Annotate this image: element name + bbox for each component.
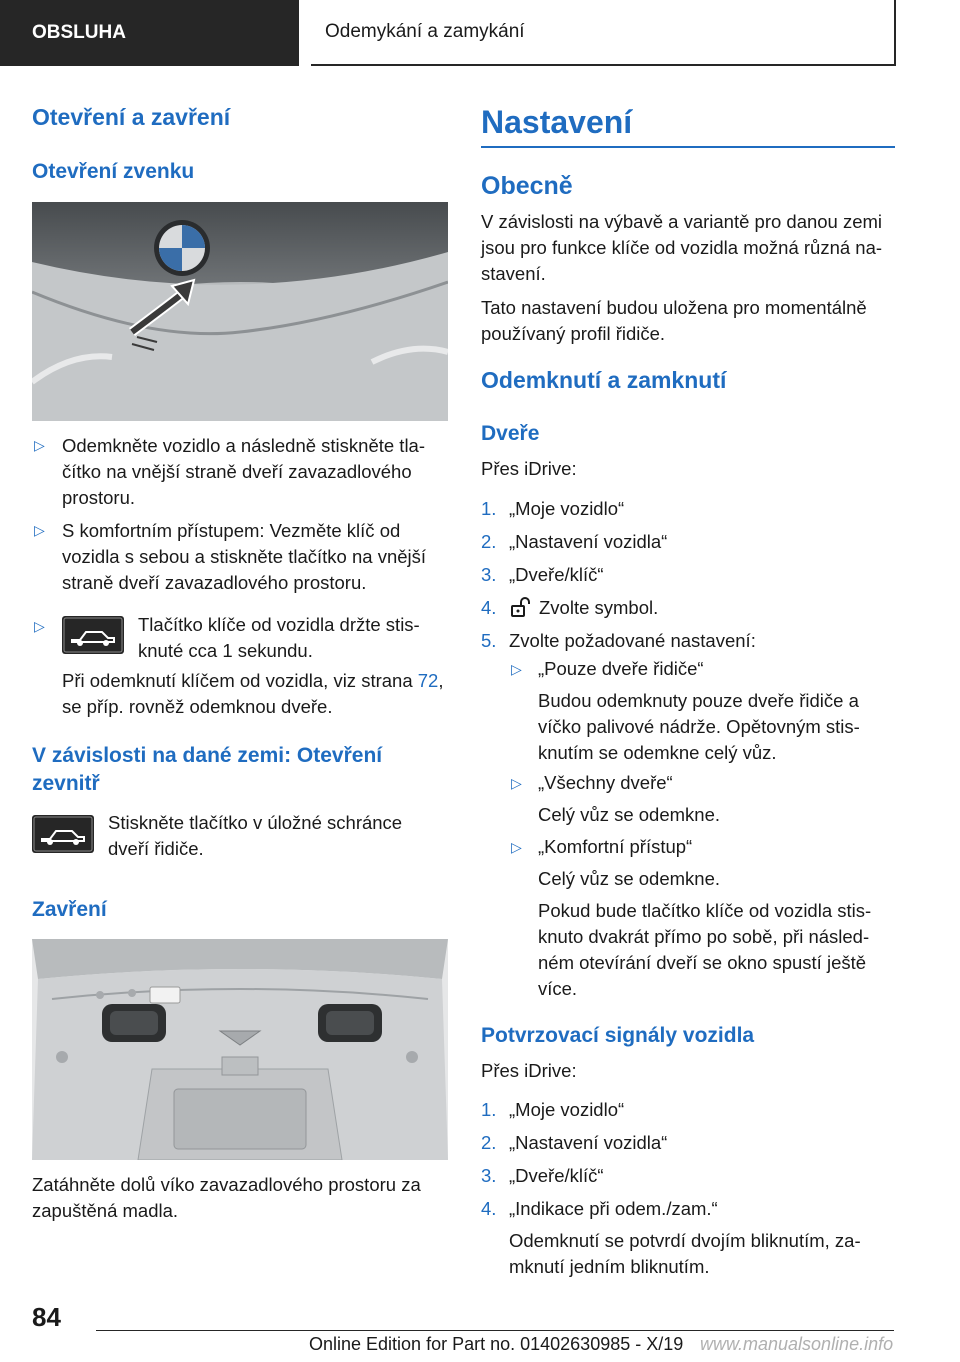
section-label: OBSLUHA bbox=[32, 22, 126, 43]
option-title: „Komfortní přístup“ bbox=[538, 836, 693, 857]
general-text bbox=[481, 209, 895, 347]
text-line bbox=[62, 668, 448, 694]
list-item bbox=[481, 1196, 895, 1229]
text-line: víčko palivové nádrže. Opětovným stis‐ bbox=[538, 716, 860, 737]
right-title: Nastavení bbox=[481, 104, 633, 140]
close-text bbox=[32, 1172, 448, 1224]
section-tab bbox=[0, 0, 299, 66]
list-item bbox=[481, 529, 895, 562]
text-line: vozidla s sebou a stiskněte tlačítko na vnější bbox=[62, 546, 427, 567]
chapter-label: Odemykání a zamykání bbox=[325, 21, 525, 42]
text-line: Odemknutí se potvrdí dvojím bliknutím, za‐ bbox=[509, 1230, 861, 1251]
bullet-hold-key-note bbox=[62, 668, 448, 720]
list-item bbox=[481, 1097, 895, 1130]
list-settings-doors bbox=[481, 496, 895, 661]
car-key-trunk-icon bbox=[62, 616, 124, 654]
via-idrive-1: Přes iDrive: bbox=[481, 458, 577, 479]
lock-open-icon bbox=[509, 596, 531, 625]
bmw-logo-icon bbox=[154, 220, 210, 276]
triangle-bullet-icon: ▷ bbox=[511, 775, 522, 791]
text-line: Tlačítko klíče od vozidla držte stis‐ bbox=[138, 614, 420, 635]
text-line: Odemkněte vozidlo a následně stiskněte tla‐ bbox=[62, 435, 426, 456]
list-text: „Dveře/klíč“ bbox=[509, 1165, 604, 1186]
triangle-bullet-icon: ▷ bbox=[34, 437, 45, 453]
text-line: stavení. bbox=[481, 263, 546, 284]
triangle-bullet-icon: ▷ bbox=[34, 618, 45, 634]
car-key-trunk-icon bbox=[32, 815, 94, 853]
country-text bbox=[108, 810, 448, 862]
list-confirm-signals bbox=[481, 1097, 895, 1229]
option-comfort-access bbox=[538, 834, 895, 1002]
list-item bbox=[481, 562, 895, 595]
page-link[interactable]: 72 bbox=[417, 670, 439, 691]
list-number: 3. bbox=[481, 564, 497, 585]
option-all-doors bbox=[538, 770, 895, 828]
text-line: Celý vůz se odemkne. bbox=[538, 868, 721, 889]
list-number: 2. bbox=[481, 1132, 497, 1153]
text-line: knutím se odemkne celý vůz. bbox=[538, 742, 777, 763]
edition-note: Online Edition for Part no. 01402630985 - X/19 bbox=[309, 1334, 684, 1354]
text-line: Budou odemknuty pouze dveře řidiče a bbox=[538, 690, 859, 711]
text-line: Celý vůz se odemkne. bbox=[538, 804, 721, 825]
list-text: Zvolte požadované nastavení: bbox=[509, 630, 756, 651]
confirm-text bbox=[509, 1228, 895, 1280]
text-run: Při odemknutí klíčem od vozidla, viz strana bbox=[62, 670, 418, 691]
option-driver-door bbox=[538, 656, 895, 766]
text-line: se příp. rovněž odemknou dveře. bbox=[62, 696, 333, 717]
text-line: Stiskněte tlačítko v úložné schránce bbox=[108, 812, 403, 833]
open-outside-heading: Otevření zvenku bbox=[32, 160, 195, 183]
list-text: „Moje vozidlo“ bbox=[509, 498, 625, 519]
page-number: 84 bbox=[32, 1302, 61, 1332]
chapter-tab bbox=[311, 0, 896, 66]
text-line: dveří řidiče. bbox=[108, 838, 204, 859]
list-text: „Dveře/klíč“ bbox=[509, 564, 604, 585]
list-item bbox=[481, 1163, 895, 1196]
text-line: Tato nastavení budou uložena pro momentálně bbox=[481, 297, 867, 318]
list-number: 3. bbox=[481, 1165, 497, 1186]
text-line: straně dveří zavazadlového prostoru. bbox=[62, 572, 367, 593]
list-text: „Moje vozidlo“ bbox=[509, 1099, 625, 1120]
text-line: jsou pro funkce klíče od vozidla možná různá na‐ bbox=[481, 237, 883, 258]
text-line: používaný profil řidiče. bbox=[481, 323, 666, 344]
list-text: „Nastavení vozidla“ bbox=[509, 1132, 668, 1153]
trunk-exterior-photo bbox=[32, 202, 448, 421]
via-idrive-2: Přes iDrive: bbox=[481, 1060, 577, 1081]
general-heading: Obecně bbox=[481, 172, 573, 200]
triangle-bullet-icon: ▷ bbox=[511, 839, 522, 855]
watermark: www.manualsonline.info bbox=[700, 1334, 894, 1354]
list-item bbox=[481, 1130, 895, 1163]
text-line: čítko na vnější straně dveří zavazadlového bbox=[62, 461, 412, 482]
triangle-bullet-icon: ▷ bbox=[34, 522, 45, 538]
text-line: prostoru. bbox=[62, 487, 136, 508]
doors-heading: Dveře bbox=[481, 422, 540, 445]
bullet-comfort bbox=[62, 518, 448, 596]
list-number: 5. bbox=[481, 630, 497, 651]
text-line: Zatáhněte dolů víko zavazadlového prostoru za bbox=[32, 1174, 421, 1195]
confirm-heading: Potvrzovací signály vozidla bbox=[481, 1024, 755, 1047]
list-number: 1. bbox=[481, 1099, 497, 1120]
list-item bbox=[481, 496, 895, 529]
text-line: S komfortním přístupem: Vezměte klíč od bbox=[62, 520, 401, 541]
text-line: více. bbox=[538, 978, 578, 999]
option-title: „Pouze dveře řidiče“ bbox=[538, 658, 704, 679]
list-text: „Nastavení vozidla“ bbox=[509, 531, 668, 552]
list-number: 2. bbox=[481, 531, 497, 552]
list-number: 4. bbox=[481, 597, 497, 618]
text-line: zapuštěná madla. bbox=[32, 1200, 179, 1221]
left-title: Otevření a zavření bbox=[32, 104, 231, 130]
footer-rule bbox=[96, 1330, 894, 1331]
heading-line: zevnitř bbox=[32, 772, 100, 795]
country-heading bbox=[32, 742, 448, 798]
triangle-bullet-icon: ▷ bbox=[511, 661, 522, 677]
list-number: 4. bbox=[481, 1198, 497, 1219]
bullet-hold-key bbox=[138, 612, 448, 664]
heading-line: V závislosti na dané zemi: Otevření bbox=[32, 744, 383, 767]
text-line: Pokud bude tlačítko klíče od vozidla stis‐ bbox=[538, 900, 872, 921]
unlock-heading: Odemknutí a zamknutí bbox=[481, 367, 727, 393]
close-heading: Zavření bbox=[32, 898, 107, 921]
list-text: Zvolte symbol. bbox=[539, 597, 659, 618]
text-run: , bbox=[438, 670, 444, 691]
text-line: ném otevírání dveří se okno spustí ještě bbox=[538, 952, 867, 973]
list-text: „Indikace při odem./zam.“ bbox=[509, 1198, 718, 1219]
text-line: V závislosti na výbavě a variantě pro danou zemi bbox=[481, 211, 883, 232]
bullet-unlock bbox=[62, 433, 448, 511]
trunk-interior-photo bbox=[32, 939, 448, 1160]
option-title: „Všechny dveře“ bbox=[538, 772, 673, 793]
list-number: 1. bbox=[481, 498, 497, 519]
text-line: knuto dvakrát přímo po sobě, při násled‐ bbox=[538, 926, 870, 947]
text-line: mknutí jedním bliknutím. bbox=[509, 1256, 710, 1277]
list-item bbox=[481, 595, 895, 628]
title-rule bbox=[481, 146, 895, 148]
text-line: knuté cca 1 sekundu. bbox=[138, 640, 313, 661]
